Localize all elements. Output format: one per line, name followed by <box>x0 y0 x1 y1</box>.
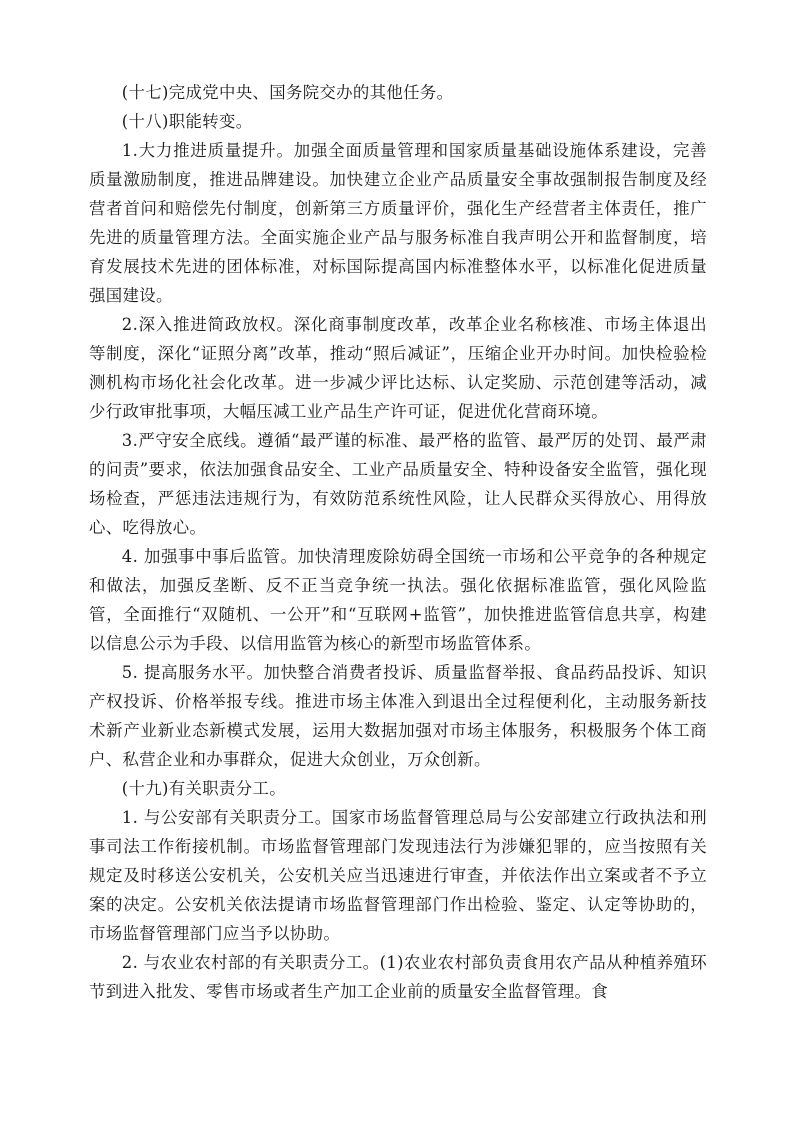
paragraph-streamline-administration: 2.深入推进简政放权。深化商事制度改革，改革企业名称核准、市场主体退出等制度，深化“证照分离”改革，推动“照后减证”，压缩企业开办时间。加快检验检测机构市场化社会化改革。进一步减少评比达标、认定奖励、示范创建等活动，减少行政审批事项，大幅压减工业产品生产许可证，促进优化营商环境。 <box>89 315 707 421</box>
paragraph-quality-improvement: 1.大力推进质量提升。加强全面质量管理和国家质量基础设施体系建设，完善质量激励制度，推进品牌建设。加快建立企业产品质量安全事故强制报告制度及经营者首问和赔偿先付制度，创新第三方质量评价，强化生产经营者主体责任，推广先进的质量管理方法。全面实施企业产品与服务标准自我声明公开和监督制度，培育发展技术先进的团体标准，对标国际提高国内标准整体水平，以标准化促进质量强国建设。 <box>89 141 707 305</box>
paragraph-safety-bottom-line: 3.严守安全底线。遵循“最严谨的标准、最严格的监管、最严厉的处罚、最严肃的问责”要求，依法加强食品安全、工业产品质量安全、特种设备安全监管，强化现场检查，严惩违法违规行为，有效防范系统性风险，让人民群众买得放心、用得放心、吃得放心。 <box>89 431 707 537</box>
paragraph-service-level: 5. 提高服务水平。加快整合消费者投诉、质量监督举报、食品药品投诉、知识产权投诉、价格举报专线。推进市场主体准入到退出全过程便利化，主动服务新技术新产业新业态新模式发展，运用大数据加强对市场主体服务，积极服务个体工商户、私营企业和办事群众，促进大众创业，万众创新。 <box>89 663 707 769</box>
paragraph-in-process-supervision: 4. 加强事中事后监管。加快清理废除妨碍全国统一市场和公平竞争的各种规定和做法，加强反垄断、反不正当竞争统一执法。强化依据标准监管，强化风险监管，全面推行“双随机、一公开”和“互联网+监管”，加快推进监管信息共享，构建以信息公示为手段、以信用监管为核心的新型市场监管体系。 <box>89 547 707 653</box>
section-heading-19: (十九)有关职责分工。 <box>121 779 286 798</box>
section-heading-18: (十八)职能转变。 <box>121 112 253 131</box>
document-body <box>89 78 707 1006</box>
paragraph-agriculture-division: 2. 与农业农村部的有关职责分工。(1)农业农村部负责食用农产品从种植养殖环节到进入批发、零售市场或者生产加工企业前的质量安全监督管理。食 <box>89 953 707 1001</box>
section-heading-17: (十七)完成党中央、国务院交办的其他任务。 <box>121 83 454 102</box>
paragraph-public-security-division: 1. 与公安部有关职责分工。国家市场监督管理总局与公安部建立行政执法和刑事司法工作衔接机制。市场监督管理部门发现违法行为涉嫌犯罪的，应当按照有关规定及时移送公安机关，公安机关应当迅速进行审查，并依法作出立案或者不予立案的决定。公安机关依法提请市场监督管理部门作出检验、鉴定、认定等协助的，市场监督管理部门应当予以协助。 <box>89 808 707 943</box>
